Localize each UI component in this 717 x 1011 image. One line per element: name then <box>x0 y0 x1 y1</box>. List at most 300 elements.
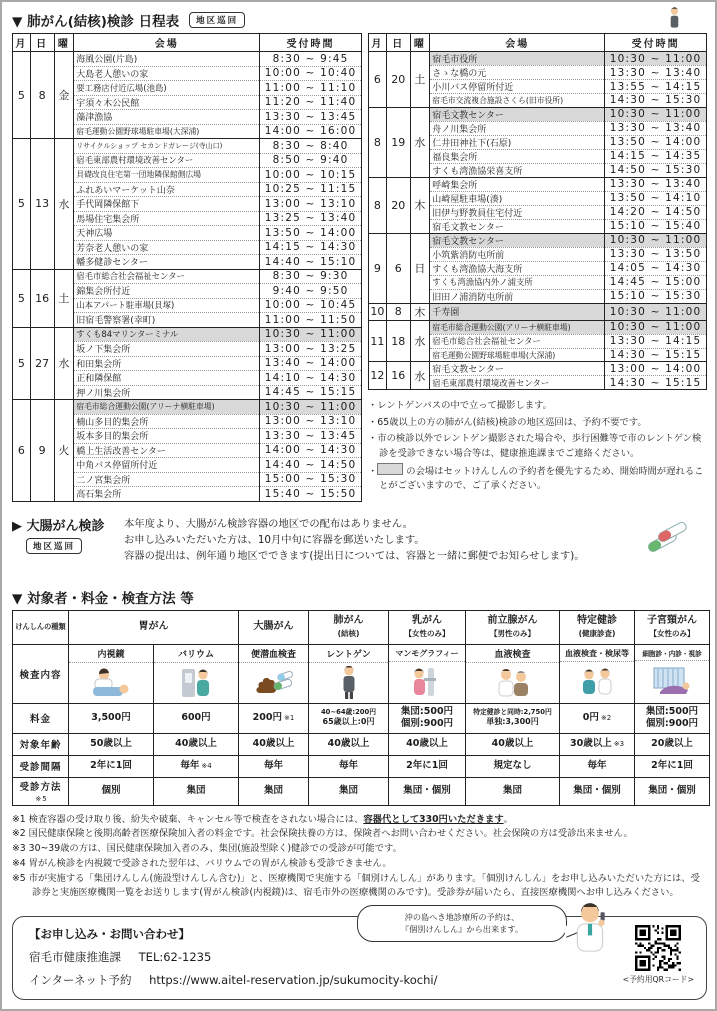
cell-month: 6 <box>13 400 31 502</box>
cell-venue: 宇須々木公民館 <box>74 95 260 110</box>
column-header-time: 受付時間 <box>260 34 362 52</box>
cell-time: 13:30 ~ 13:40 <box>605 177 707 191</box>
cell-venue: 馬場住宅集会所 <box>74 211 260 226</box>
contact-box <box>12 912 707 1000</box>
cell-venue: 宿毛市総合社会福祉センター <box>430 334 605 348</box>
cell-time: 10:30 ~ 11:00 <box>605 52 707 66</box>
fee-cell <box>389 703 466 733</box>
cell-time: 15:40 ~ 15:50 <box>260 487 362 502</box>
row-label-note: ※5 <box>35 794 48 803</box>
age-cell <box>69 733 154 755</box>
cell-time: 13:50 ~ 14:10 <box>605 191 707 205</box>
column-header-venue: 会場 <box>430 34 605 52</box>
colorectal-line: お申し込みいただいた方は、10月中旬に容器を郵送いたします。 <box>124 533 425 546</box>
cell-month: 8 <box>368 177 386 233</box>
cell-weekday: 日 <box>410 233 430 303</box>
method-cell <box>154 777 239 805</box>
fee-group-sublabel: (健康診査) <box>578 628 616 638</box>
schedule-row <box>368 320 706 334</box>
value-line: 集団 <box>338 784 358 796</box>
blood-test-illustration <box>466 663 559 703</box>
interval-cell <box>154 755 239 777</box>
footnote: ※1 検査容器の受け取り後、紛失や破棄、キャンセル等で検査をされない場合には、容器代として330円いただきます。 <box>12 813 513 825</box>
schedule-header-row <box>13 34 362 52</box>
standing-person-icon <box>668 7 681 35</box>
schedule-note: ・市の検診以外でレントゲン撮影された場合や、歩行困難等で市のレントゲン検診を受診できない場合等は、健康推進課までご連絡ください。 <box>367 433 702 459</box>
cell-day: 27 <box>30 327 54 400</box>
method-cell <box>389 777 466 805</box>
method-cell <box>466 777 560 805</box>
value-line: 20歳以上 <box>651 737 693 749</box>
fee-section-header <box>12 587 707 607</box>
fee-group-header <box>309 610 389 644</box>
cell-venue: ふれあいマーケット山奈 <box>74 182 260 197</box>
method-cell <box>69 777 154 805</box>
cell-venue: 旧宿毛警察署(幸町) <box>74 313 260 328</box>
exam-method-cell <box>635 644 710 703</box>
cell-venue: 宿毛運動公園野球場駐車場(大深浦) <box>74 124 260 139</box>
fee-group-label: 大腸がん <box>253 620 294 632</box>
fee-method-row <box>13 777 710 805</box>
exam-method-cell <box>560 644 635 703</box>
cell-venue: 和田集会所 <box>74 356 260 371</box>
value-line: 2年に1回 <box>90 759 132 771</box>
value-line: 毎年 <box>263 759 283 771</box>
checkup-illustration <box>560 662 634 702</box>
fee-content-row <box>13 644 710 703</box>
cell-venue: 宿毛文教センター <box>430 219 605 233</box>
colorectal-line: 本年度より、大腸がん検診容器の地区での配布はありません。 <box>124 517 413 530</box>
fee-corner-label: けんしんの種類 <box>13 610 69 644</box>
xray-illustration <box>309 663 388 703</box>
cell-day: 19 <box>386 107 410 177</box>
value-line: 2年に1回 <box>406 759 448 771</box>
cell-weekday: 金 <box>54 52 74 139</box>
cell-venue: 坂本多目的集会所 <box>74 429 260 444</box>
method-cell <box>560 777 635 805</box>
cell-time: 14:30 ~ 15:15 <box>605 376 707 390</box>
cell-month: 5 <box>13 139 31 270</box>
value-line: 集団:500円 <box>400 705 454 717</box>
cell-venue: すくも84マリンターミナル <box>74 327 260 342</box>
fee-group-sublabel: (結核) <box>337 628 360 638</box>
column-header-month: 月 <box>13 34 31 52</box>
cell-venue: 正和隣保館 <box>74 371 260 386</box>
cell-time: 14:15 ~ 14:30 <box>260 240 362 255</box>
exam-method-name: 内視鏡 <box>69 645 153 663</box>
cell-weekday: 土 <box>410 52 430 108</box>
schedule-row <box>368 52 706 66</box>
fee-cell <box>309 703 389 733</box>
cell-weekday: 水 <box>410 362 430 390</box>
cell-day: 20 <box>386 177 410 233</box>
cell-time: 13:00 ~ 13:10 <box>260 414 362 429</box>
district-rotation-badge-colorectal: 地区巡回 <box>26 538 82 554</box>
cell-time: 14:45 ~ 15:15 <box>260 385 362 400</box>
cell-month: 5 <box>13 269 31 327</box>
cell-day: 6 <box>386 233 410 303</box>
cell-time: 15:10 ~ 15:30 <box>605 289 707 303</box>
exam-method-name: レントゲン <box>309 645 388 663</box>
age-cell <box>154 733 239 755</box>
cell-time: 15:10 ~ 15:40 <box>605 219 707 233</box>
cell-time: 11:20 ~ 11:40 <box>260 95 362 110</box>
footnote: ※5 市が実施する「集団けんしん(施設型けんしん含む)」と、医療機関で実施する「個別けんしん」があります。「個別けんしん」をお申し込みいただいた方には、受診券と実施医療機関一覧をお送りします(胃がん検診(内視鏡)は、宿毛市外の医療機関のみです)。受診券が届いたら、直接医療機関へお申し込みください。 <box>12 873 700 899</box>
footnote-ref: ※3 <box>613 739 625 748</box>
age-cell <box>635 733 710 755</box>
speech-bubble-line2: 『個別けんしん』から出来ます。 <box>400 924 524 935</box>
schedule-row <box>368 107 706 121</box>
cell-venue: 要工務店付近広場(池島) <box>74 81 260 96</box>
shaded-venue-swatch <box>377 463 403 475</box>
gynecology-illustration <box>635 661 709 701</box>
fee-group-label: 胃がん <box>138 620 169 632</box>
cell-time: 8:30 ~ 9:30 <box>260 269 362 284</box>
cell-venue: 宿毛文教センター <box>430 233 605 247</box>
fee-cell <box>560 703 635 733</box>
exam-method-name: 血液検査・検尿等 <box>560 646 634 662</box>
cell-venue: すくも湾漁協内外ノ浦支所 <box>430 275 605 289</box>
value-line: 3,500円 <box>91 711 131 723</box>
column-header-day: 日 <box>30 34 54 52</box>
cell-venue: 舟ノ川集会所 <box>430 121 605 135</box>
cell-time: 13:00 ~ 13:25 <box>260 342 362 357</box>
fee-group-sublabel: 【女性のみ】 <box>404 628 450 638</box>
cell-venue: 呼崎集会所 <box>430 177 605 191</box>
cell-venue: 大島老人憩いの家 <box>74 66 260 81</box>
cell-time: 8:50 ~ 9:40 <box>260 153 362 168</box>
value-line: 集団:500円 <box>645 705 699 717</box>
value-line: 40歳以上 <box>406 737 448 749</box>
cell-venue: 押ノ川集会所 <box>74 385 260 400</box>
age-cell <box>560 733 635 755</box>
cell-day: 16 <box>30 269 54 327</box>
cell-month: 8 <box>368 107 386 177</box>
colorectal-title: ▶ 大腸がん検診 <box>12 518 105 534</box>
cell-time: 13:30 ~ 13:40 <box>605 66 707 80</box>
contact-tel: TEL:62-1235 <box>138 950 212 965</box>
cell-time: 10:30 ~ 11:00 <box>605 303 707 320</box>
schedule-tables <box>12 33 707 502</box>
footnote-ref: ※4 <box>201 761 212 770</box>
value-line: 毎年 <box>587 759 607 771</box>
footnote-ref: ※2 <box>600 713 612 722</box>
cell-time: 11:00 ~ 11:10 <box>260 81 362 96</box>
exam-method-cell <box>466 644 560 703</box>
colorectal-section <box>12 515 707 571</box>
exam-method-cell <box>309 644 389 703</box>
cell-time: 13:30 ~ 13:40 <box>605 121 707 135</box>
interval-cell <box>560 755 635 777</box>
column-header-weekday: 曜 <box>54 34 74 52</box>
schedule-title: ▼ 肺がん(結核)検診 日程表 <box>12 14 180 30</box>
row-label-method: 受診方法※5 <box>13 777 69 805</box>
cell-weekday: 木 <box>410 177 430 233</box>
fee-title: ▼ 対象者・料金・検査方法 等 <box>12 590 194 607</box>
cell-time: 14:00 ~ 14:30 <box>260 443 362 458</box>
fee-group-label: 前立腺がん <box>487 615 538 627</box>
exam-method-cell <box>69 644 154 703</box>
cell-time: 13:30 ~ 14:15 <box>605 334 707 348</box>
cell-venue: 仁井田神社下(石原) <box>430 135 605 149</box>
interval-cell <box>69 755 154 777</box>
cell-weekday: 水 <box>410 320 430 362</box>
cell-venue: 天神広場 <box>74 226 260 241</box>
fee-group-header <box>635 610 710 644</box>
cell-weekday: 土 <box>54 269 74 327</box>
cell-venue: 橋上生活改善センター <box>74 443 260 458</box>
value-line: 40歳以上 <box>175 737 217 749</box>
colorectal-line: 容器の提出は、例年通り地区でできます(提出日については、容器と一緒に郵便でお知らせします)。 <box>124 550 585 563</box>
stool-test-illustration <box>239 663 308 703</box>
contact-web-line <box>29 972 690 988</box>
value-line: 集団・個別 <box>648 784 696 796</box>
cell-time: 13:40 ~ 14:00 <box>260 356 362 371</box>
fee-group-sublabel: 【女性のみ】 <box>649 628 695 638</box>
cell-day: 20 <box>386 52 410 108</box>
exam-method-name: バリウム <box>154 645 238 663</box>
cell-venue: 小筑紫消防屯所前 <box>430 247 605 261</box>
fee-cell <box>154 703 239 733</box>
exam-method-name: 便潜血検査 <box>239 645 308 663</box>
column-header-day: 日 <box>386 34 410 52</box>
cell-venue: 二ノ宮集会所 <box>74 472 260 487</box>
fee-header-row <box>13 610 710 644</box>
interval-cell <box>309 755 389 777</box>
value-line: 集団・個別 <box>403 784 451 796</box>
row-label-interval: 受診間隔 <box>13 755 69 777</box>
schedule-row <box>13 327 362 342</box>
exam-method-name: 血液検査 <box>466 645 559 663</box>
cell-time: 14:30 ~ 15:15 <box>605 348 707 362</box>
age-cell <box>389 733 466 755</box>
fee-group-label: 特定健診 <box>577 615 617 627</box>
cell-weekday: 木 <box>410 303 430 320</box>
footnote: ※2 国民健康保険と後期高齢者医療保険加入者の料金です。社会保険扶養の方は、保険者へお問い合わせください。社会保険の方は受診出来ません。 <box>12 828 633 840</box>
schedule-table-left <box>12 33 362 502</box>
cell-venue: 貝礎改良住宅第一団地隣保館側広場 <box>74 168 260 183</box>
cell-venue: リサイクルショップ セカンドガレージ(寺山口) <box>74 139 260 154</box>
qr-caption: <予約用QRコード> <box>622 975 694 985</box>
cell-venue: 宿毛市役所 <box>430 52 605 66</box>
speech-bubble-line1: 沖の島へき地診療所の予約は、 <box>404 912 520 923</box>
cell-day: 8 <box>30 52 54 139</box>
cell-time: 14:45 ~ 15:00 <box>605 275 707 289</box>
schedule-header-row <box>368 34 706 52</box>
value-line: 50歳以上 <box>90 737 132 749</box>
fee-fee-row <box>13 703 710 733</box>
cell-month: 5 <box>13 52 31 139</box>
cell-venue: 宿毛市交流複合施設さくら(旧市役所) <box>430 94 605 108</box>
schedule-note: ・65歳以上の方の肺がん(結核)検診の地区巡回は、予約不要です。 <box>367 416 647 428</box>
cell-venue: 中角バス停留所付近 <box>74 458 260 473</box>
fee-cell <box>69 703 154 733</box>
cell-venue: 宿毛市総合運動公園(アリーナ横駐車場) <box>74 400 260 415</box>
value-line: 2年に1回 <box>651 759 693 771</box>
value-line: 個別:900円 <box>645 718 699 729</box>
cell-venue: 手代岡隣保館下 <box>74 197 260 212</box>
value-line: 40歳以上 <box>252 737 295 749</box>
cell-venue: 坂ノ下集会所 <box>74 342 260 357</box>
value-line: 個別:900円 <box>400 718 454 729</box>
barium-xray-illustration <box>154 663 238 703</box>
cell-venue: 小川バス停留所付近 <box>430 80 605 94</box>
exam-method-cell <box>389 644 466 703</box>
cell-venue: 宿毛市総合社会福祉センター <box>74 269 260 284</box>
value-line: 0円 ※2 <box>582 711 612 723</box>
row-label-content: 検査内容 <box>13 644 69 703</box>
cell-time: 13:50 ~ 14:00 <box>260 226 362 241</box>
cell-time: 10:00 ~ 10:15 <box>260 168 362 183</box>
cell-time: 10:30 ~ 11:00 <box>605 107 707 121</box>
column-header-time: 受付時間 <box>605 34 707 52</box>
schedule-row <box>368 362 706 376</box>
cell-month: 6 <box>368 52 386 108</box>
fee-cell <box>635 703 710 733</box>
cell-venue: 高石集会所 <box>74 487 260 502</box>
fee-group-label: 乳がん <box>412 615 442 627</box>
contact-url: https://www.aitel-reservation.jp/sukumocity-kochi/ <box>149 973 438 988</box>
value-line: 単独:3,300円 <box>486 717 539 727</box>
cell-venue: さゝな橋の元 <box>430 66 605 80</box>
cell-weekday: 水 <box>54 139 74 270</box>
schedule-note: ・ の会場はセットけんしんの予約者を優先するため、開始時間が遅れることがございますので、ご了承ください。 <box>368 463 706 494</box>
cell-weekday: 水 <box>410 107 430 177</box>
value-line: 集団 <box>263 784 283 796</box>
cell-time: 8:30 ~ 8:40 <box>260 139 362 154</box>
schedule-row <box>13 52 362 67</box>
cell-time: 14:05 ~ 14:30 <box>605 261 707 275</box>
cell-venue: すくも湾漁協栄喜支所 <box>430 163 605 177</box>
qr-block <box>623 924 694 985</box>
footnotes <box>12 813 707 901</box>
column-header-month: 月 <box>368 34 386 52</box>
cell-day: 8 <box>386 303 410 320</box>
cell-venue: 宿毛東部農村環境改善センター <box>74 153 260 168</box>
colorectal-text <box>124 515 585 571</box>
value-line: 600円 <box>181 711 211 723</box>
fee-cell <box>466 703 560 733</box>
cell-time: 14:20 ~ 14:50 <box>605 205 707 219</box>
cell-time: 10:30 ~ 11:00 <box>260 327 362 342</box>
fee-group-sublabel: 【男性のみ】 <box>490 628 535 638</box>
cell-venue: 藻津漁協 <box>74 110 260 125</box>
schedule-table-right <box>368 33 707 390</box>
doctor-illustration <box>569 901 611 957</box>
cell-month: 12 <box>368 362 386 390</box>
cell-time: 13:30 ~ 13:50 <box>605 247 707 261</box>
cell-time: 10:25 ~ 11:15 <box>260 182 362 197</box>
cell-venue: 錦集会所付近 <box>74 284 260 299</box>
fee-group-header <box>466 610 560 644</box>
cell-time: 10:00 ~ 10:40 <box>260 66 362 81</box>
cell-time: 14:30 ~ 15:30 <box>605 94 707 108</box>
column-header-venue: 会場 <box>74 34 260 52</box>
value-line: 40歳以上 <box>491 737 534 749</box>
cell-venue: すくも湾漁協大海支所 <box>430 261 605 275</box>
fee-age-row <box>13 733 710 755</box>
cell-venue: 幡多健診センター <box>74 255 260 270</box>
cell-venue: 宿毛運動公園野球場駐車場(大深浦) <box>430 348 605 362</box>
value-line: 特定健診と同時:2,750円 <box>473 708 552 717</box>
cell-venue: 福良集会所 <box>430 149 605 163</box>
interval-cell <box>389 755 466 777</box>
cell-venue: 山崎屋駐車場(湊) <box>430 191 605 205</box>
exam-method-cell <box>154 644 239 703</box>
cell-day: 16 <box>386 362 410 390</box>
row-label-fee: 料金 <box>13 703 69 733</box>
value-line: 集団・個別 <box>573 784 621 796</box>
exam-method-cell <box>239 644 309 703</box>
cell-time: 13:00 ~ 13:10 <box>260 197 362 212</box>
cell-time: 11:00 ~ 11:50 <box>260 313 362 328</box>
fee-group-header <box>389 610 466 644</box>
schedule-row <box>13 269 362 284</box>
value-line: 65歳以上:0円 <box>322 717 375 727</box>
footnote-ref: ※1 <box>284 713 295 722</box>
cell-month: 9 <box>368 233 386 303</box>
cell-month: 11 <box>368 320 386 362</box>
cell-day: 18 <box>386 320 410 362</box>
endoscopy-illustration <box>69 663 153 703</box>
method-cell <box>309 777 389 805</box>
fee-group-header <box>239 610 309 644</box>
cell-time: 14:40 ~ 14:50 <box>260 458 362 473</box>
cell-venue: 山本アパート駐車場(貝塚) <box>74 298 260 313</box>
schedule-note: ・レントゲンバスの中で立って撮影します。 <box>367 400 552 412</box>
schedule-row <box>368 177 706 191</box>
cell-weekday: 水 <box>54 327 74 400</box>
cell-month: 10 <box>370 305 385 319</box>
cell-weekday: 火 <box>54 400 74 502</box>
age-cell <box>309 733 389 755</box>
cell-venue: 宿毛文教センター <box>430 362 605 376</box>
cell-time: 14:50 ~ 15:30 <box>605 163 707 177</box>
value-line: 毎年 ※4 <box>180 759 212 771</box>
schedule-row <box>13 139 362 154</box>
interval-cell <box>466 755 560 777</box>
cell-day: 9 <box>30 400 54 502</box>
cell-venue: 宿毛市総合運動公園(アリーナ横駐車場) <box>430 320 605 334</box>
column-header-weekday: 曜 <box>410 34 430 52</box>
value-line: 集団 <box>502 784 522 796</box>
cell-time: 13:00 ~ 14:00 <box>605 362 707 376</box>
fee-table <box>12 610 710 806</box>
row-label-age: 対象年齢 <box>13 733 69 755</box>
cell-time: 10:30 ~ 11:00 <box>605 320 707 334</box>
cell-venue: 旧田ノ浦消防屯所前 <box>430 289 605 303</box>
mammography-illustration <box>389 662 465 702</box>
colorectal-header <box>12 515 124 571</box>
interval-cell <box>239 755 309 777</box>
cell-time: 14:00 ~ 16:00 <box>260 124 362 139</box>
schedule-row <box>368 233 706 247</box>
cell-time: 10:00 ~ 10:45 <box>260 298 362 313</box>
value-line: 集団 <box>186 784 206 796</box>
cell-time: 10:30 ~ 11:00 <box>260 400 362 415</box>
fee-group-label: 肺がん <box>333 615 364 627</box>
contact-department: 宿毛市健康推進課 <box>29 950 121 965</box>
cell-time: 14:10 ~ 14:30 <box>260 371 362 386</box>
age-cell <box>466 733 560 755</box>
schedule-right-column <box>368 33 707 496</box>
cell-time: 13:25 ~ 13:40 <box>260 211 362 226</box>
cell-time: 14:15 ~ 14:35 <box>605 149 707 163</box>
method-cell <box>239 777 309 805</box>
cell-time: 15:00 ~ 15:30 <box>260 472 362 487</box>
fee-interval-row <box>13 755 710 777</box>
cell-month: 5 <box>13 327 31 400</box>
